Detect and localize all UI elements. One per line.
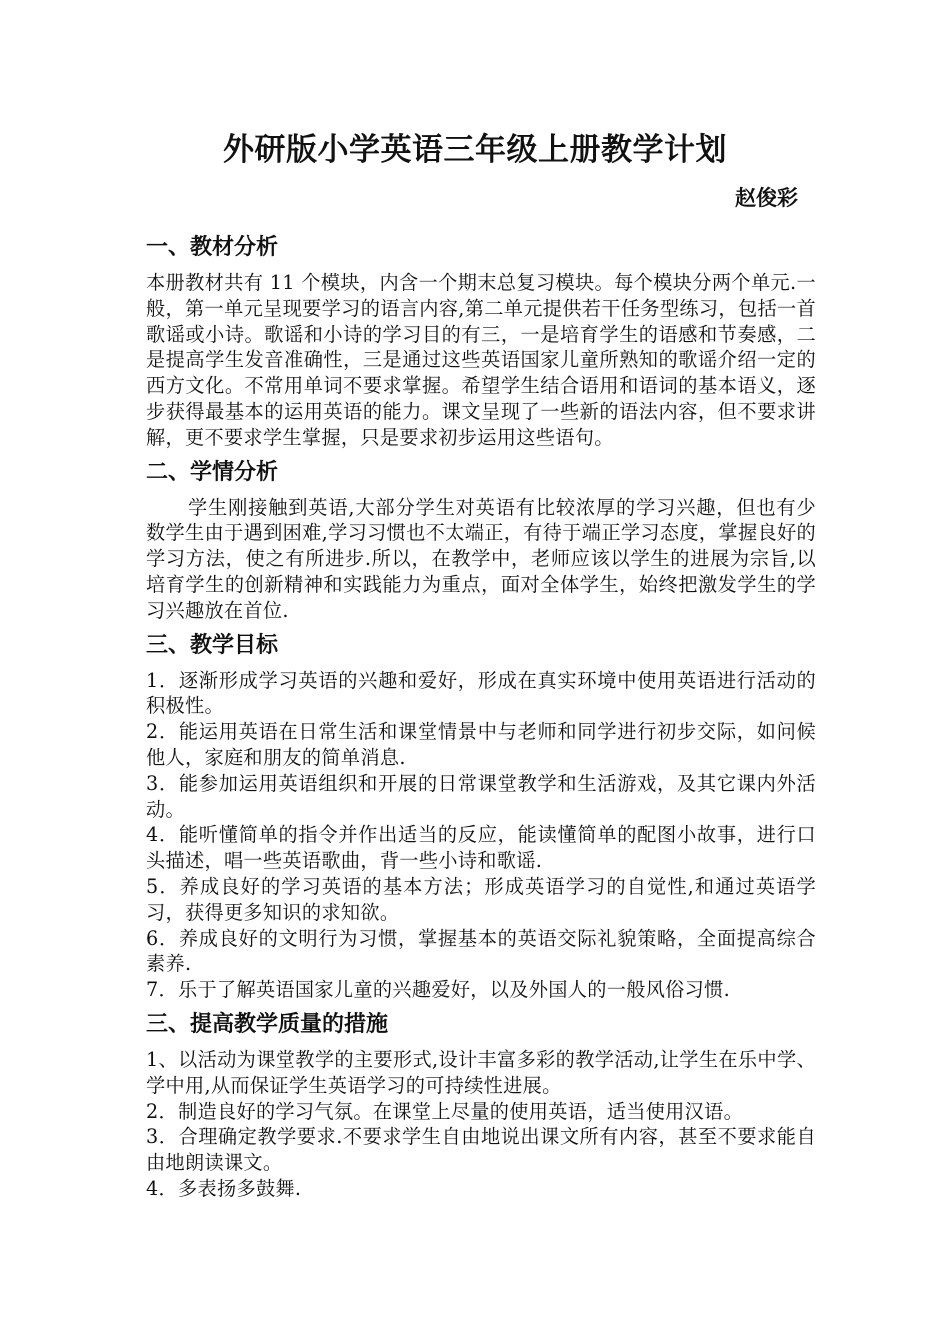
section-heading: 三、提高教学质量的措施 xyxy=(146,1011,389,1037)
section-textbook-analysis xyxy=(146,232,816,451)
list-item: 1、以活动为课堂教学的主要形式,设计丰富多彩的教学活动,让学生在乐中学、学中用,从而保证学生英语学习的可持续性进展。 xyxy=(146,1047,816,1097)
document-body xyxy=(146,232,816,1208)
list-item: 4．多表扬多鼓舞. xyxy=(146,1176,302,1200)
list-item: 2．制造良好的学习气氛。在课堂上尽量的使用英语，适当使用汉语。 xyxy=(146,1099,744,1123)
section-heading: 二、学情分析 xyxy=(146,459,279,485)
section-paragraph: 学生刚接触到英语,大部分学生对英语有比较浓厚的学习兴趣，但也有少数学生由于遇到困难,学习习惯也不太端正，有待于端正学习态度，掌握良好的学习方法，使之有所进步.所以，在教学中，老师应该以学生的进展为宗旨,以培育学生的创新精神和实践能力为重点，面对全体学生，始终把激发学生的学习兴趣放在首位. xyxy=(146,495,816,622)
section-teaching-goals xyxy=(146,630,816,1003)
section-student-analysis xyxy=(146,457,816,624)
section-quality-measures xyxy=(146,1009,816,1202)
document-author: 赵俊彩 xyxy=(735,186,798,210)
list-item: 5．养成良好的学习英语的基本方法；形成英语学习的自觉性,和通过英语学习，获得更多知识的求知欲。 xyxy=(146,874,816,924)
section-heading: 一、教材分析 xyxy=(146,235,279,260)
section-heading: 三、教学目标 xyxy=(146,632,279,658)
list-item: 7．乐于了解英语国家儿童的兴趣爱好，以及外国人的一般风俗习惯. xyxy=(146,978,731,1002)
list-item: 3．能参加运用英语组织和开展的日常课堂教学和生活游戏，及其它课内外活动。 xyxy=(146,771,816,821)
list-item: 4．能听懂简单的指令并作出适当的反应，能读懂简单的配图小故事，进行口头描述，唱一些英语歌曲，背一些小诗和歌谣. xyxy=(146,823,816,873)
list-item: 2．能运用英语在日常生活和课堂情景中与老师和同学进行初步交际，如问候他人，家庭和朋友的简单消息. xyxy=(146,720,816,769)
list-item: 1．逐渐形成学习英语的兴趣和爱好，形成在真实环境中使用英语进行活动的积极性。 xyxy=(146,668,816,718)
list-item: 6．养成良好的文明行为习惯，掌握基本的英语交际礼貌策略，全面提高综合素养. xyxy=(146,926,816,976)
section-paragraph: 本册教材共有 11 个模块，内含一个期末总复习模块。每个模块分两个单元.一般，第一单元呈现要学习的语言内容,第二单元提供若干任务型练习，包括一首歌谣或小诗。歌谣和小诗的学习目的有三，一是培育学生的语感和节奏感，二是提高学生发音准确性，三是通过这些英语国家儿童所熟知的歌谣介绍一定的西方文化。不常用单词不要求掌握。希望学生结合语用和语词的基本语义，逐步获得最基本的运用英语的能力。课文呈现了一些新的语法内容，但不要求讲解，更不要求学生掌握，只是要求初步运用这些语句。 xyxy=(146,271,816,449)
document-title: 外研版小学英语三年级上册教学计划 xyxy=(223,132,727,168)
list-item: 3．合理确定教学要求.不要求学生自由地说出课文所有内容，甚至不要求能自由地朗读课文。 xyxy=(146,1125,816,1175)
